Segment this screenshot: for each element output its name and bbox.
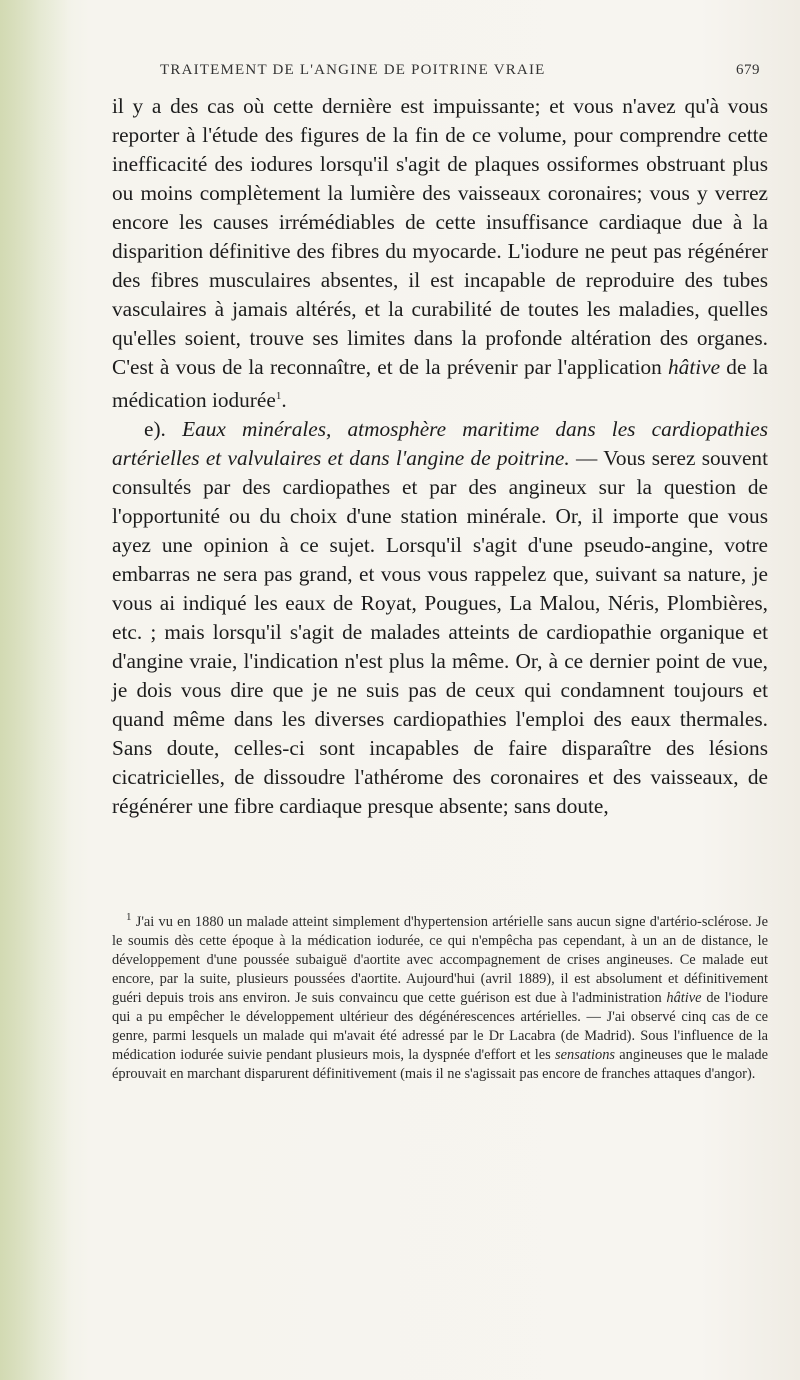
footnote-text-a: J'ai vu en 1880 un malade atteint simplement d'hypertension artérielle sans aucun signe d'artério-sclérose. Je le soumis dès cette époque à la médication iodurée, ce qui n'empêcha pas cependant, à un an de distance, le développement d'une poussée subaiguë d'aortite avec accompagnement de crises angineuses. Ce malade eut encore, par la suite, plusieurs poussées d'aortite. Aujourd'hui (avril 1889), il est absolument et définitivement guéri depuis trois ans environ. Je suis convaincu que cette guérison est due à l'administration	[112, 913, 768, 1006]
footnote-emphasis-sensations: sensations	[555, 1046, 616, 1063]
footnote-block	[112, 908, 768, 1084]
footnote-reference: 1	[275, 390, 282, 402]
footnote-marker: 1	[126, 911, 132, 923]
main-text	[112, 92, 768, 821]
footnote-emphasis-hative: hâtive	[666, 989, 702, 1006]
emphasis-hative: hâtive	[668, 355, 721, 379]
section-heading: Eaux minérales, atmosphère maritime dans les cardiopathies artérielles et valvulaires et dans l'angine de poitrine.	[112, 417, 768, 471]
running-title: TRAITEMENT DE L'ANGINE DE POITRINE VRAIE	[160, 62, 546, 78]
paragraph-1-end: de la médication iodurée	[112, 355, 769, 413]
footnote-1	[112, 908, 768, 1084]
paragraph-2	[112, 415, 768, 821]
paragraph-1-period: .	[281, 388, 287, 413]
page-number: 679	[736, 62, 760, 78]
paragraph-2-text: — Vous serez souvent consultés par des cardiopathes et par des angineux sur la question de l'opportunité ou du choix d'une station minérale. Or, il importe que vous ayez une opinion à ce sujet. Lorsqu'il s'agit d'une pseudo-angine, votre embarras ne sera pas grand, et vous vous rappelez que, suivant sa nature, je vous ai indiqué les eaux de Royat, Pougues, La Malou, Néris, Plombières, etc. ; mais lorsqu'il s'agit de malades atteints de cardiopathie organique et d'angine vraie, l'indication n'est plus la même. Or, à ce dernier point de vue, je dois vous dire que je ne suis pas de ceux qui condamnent toujours et quand même dans les diverses cardiopathies l'emploi des eaux thermales. Sans doute, celles-ci sont incapables de faire disparaître des lésions cicatricielles, de dissoudre l'athérome des coronaires et des vaisseaux, de régénérer une fibre cardiaque presque absente; sans doute,	[112, 446, 768, 819]
paragraph-1	[112, 92, 768, 415]
paragraph-1-text: il y a des cas où cette dernière est impuissante; et vous n'avez qu'à vous reporter à l'étude des figures de la fin de ce volume, pour comprendre cette inefficacité des iodures lorsqu'il s'agit de plaques ossiformes obstruant plus ou moins complètement la lumière des vaisseaux coronaires; vous y verrez encore les causes irrémédiables de cette insuffisance cardiaque due à la disparition définitive des fibres du myocarde. L'iodure ne peut pas régénérer des fibres musculaires absentes, il est incapable de reproduire des tubes vasculaires à jamais altérés, et la curabilité de toutes les maladies, quelles qu'elles soient, trouve ses limites dans la profonde altération des organes. C'est à vous de la reconnaître, et de la prévenir par l'application	[112, 94, 768, 379]
footnote-text-c: angineuses que le malade éprouvait en marchant disparurent définitivement (mais il ne s'agissait pas encore de franches attaques d'angor).	[112, 1046, 768, 1082]
section-label: e).	[144, 417, 183, 442]
page-edge-stain	[0, 0, 70, 1380]
footnote-text-b: de l'iodure qui a pu empêcher le développement ultérieur des dégénérescences artérielles. — J'ai observé cinq cas de ce genre, parmi lesquels un malade qui m'avait été adressé par le Dr Lacabra (de Madrid). Sous l'influence de la médication iodurée suivie pendant plusieurs mois, la dyspnée d'effort et les	[112, 989, 768, 1063]
running-header	[160, 62, 760, 79]
